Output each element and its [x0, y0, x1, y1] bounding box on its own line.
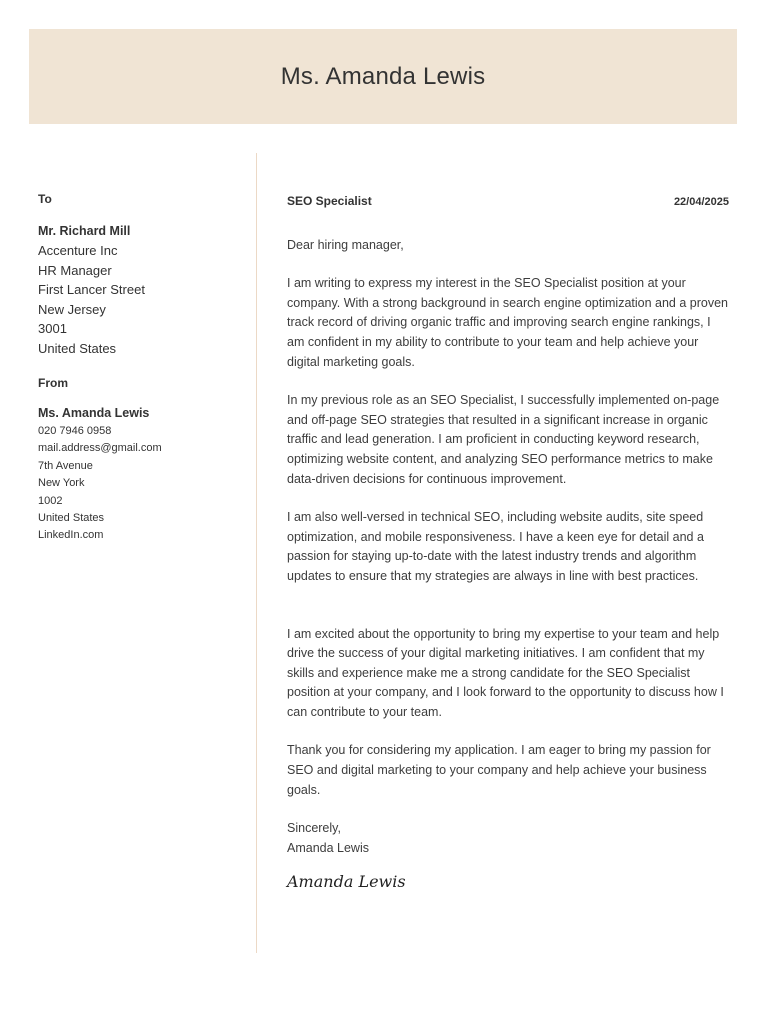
- recipient-label: To: [38, 192, 52, 206]
- sender-contact: [38, 423, 243, 545]
- sender-label: From: [38, 376, 68, 390]
- recipient-line: New Jersey: [38, 301, 106, 317]
- recipient-line: 3001: [38, 321, 67, 336]
- closing-name: Amanda Lewis: [287, 840, 369, 855]
- sender-linkedin: LinkedIn.com: [38, 529, 104, 542]
- job-title: SEO Specialist: [287, 194, 372, 208]
- letter-body: [287, 192, 729, 892]
- paragraph: Thank you for considering my application. I am eager to bring my passion for SEO and digital marketing to your company and help achieve your business goals.: [287, 743, 711, 797]
- sender-line: United States: [38, 512, 105, 525]
- paragraph: I am excited about the opportunity to bring my expertise to your team and help drive the success of your digital marketing initiatives. I am confident that my skills and experience make me a strong candidate for the SEO Specialist position at your company, and I look forward to the opportunity to discuss how I can contribute to your team.: [287, 626, 724, 719]
- letter-header-row: [287, 192, 729, 213]
- page-title: Ms. Amanda Lewis: [280, 62, 486, 90]
- signature: Amanda Lewis: [287, 872, 406, 892]
- header-banner: [29, 29, 737, 124]
- recipient-name: Mr. Richard Mill: [38, 224, 131, 238]
- sender-email: mail.address@gmail.com: [38, 442, 162, 455]
- sender-line: New York: [38, 477, 85, 490]
- salutation: Dear hiring manager,: [287, 237, 404, 252]
- recipient-address: [38, 241, 243, 358]
- closing: Sincerely,: [287, 821, 341, 836]
- sender-line: 7th Avenue: [38, 459, 93, 472]
- letter-date: 22/04/2025: [673, 196, 729, 208]
- address-column: [38, 192, 243, 545]
- sender-name: Ms. Amanda Lewis: [38, 406, 150, 420]
- column-divider: [256, 153, 257, 953]
- sender-line: 1002: [38, 494, 63, 507]
- recipient-line: United States: [38, 340, 117, 356]
- paragraph: In my previous role as an SEO Specialist, I successfully implemented on-page and off-page SEO strategies that resulted in a significant increase in organic traffic and lead generation. I am proficient in conducting keyword research, optimizing website content, and analyzing SEO performance metrics to make data-driven decisions for continuous improvement.: [287, 393, 720, 486]
- recipient-line: HR Manager: [38, 262, 112, 278]
- paragraph: I am also well-versed in technical SEO, including website audits, site speed optimization, and mobile responsiveness. I have a keen eye for detail and a passion for staying up-to-date with the latest industry trends and algorithm updates to ensure that my strategies are always in line with best practices.: [287, 510, 704, 583]
- sender-phone: 020 7946 0958: [38, 425, 112, 437]
- paragraph: I am writing to express my interest in the SEO Specialist position at your company. With a strong background in search engine optimization and a proven track record of driving organic traffic and improving search engine rankings, I am confident in my ability to contribute to your team and help achieve your digital marketing goals.: [287, 276, 728, 369]
- recipient-line: Accenture Inc: [38, 243, 118, 258]
- recipient-line: First Lancer Street: [38, 282, 145, 297]
